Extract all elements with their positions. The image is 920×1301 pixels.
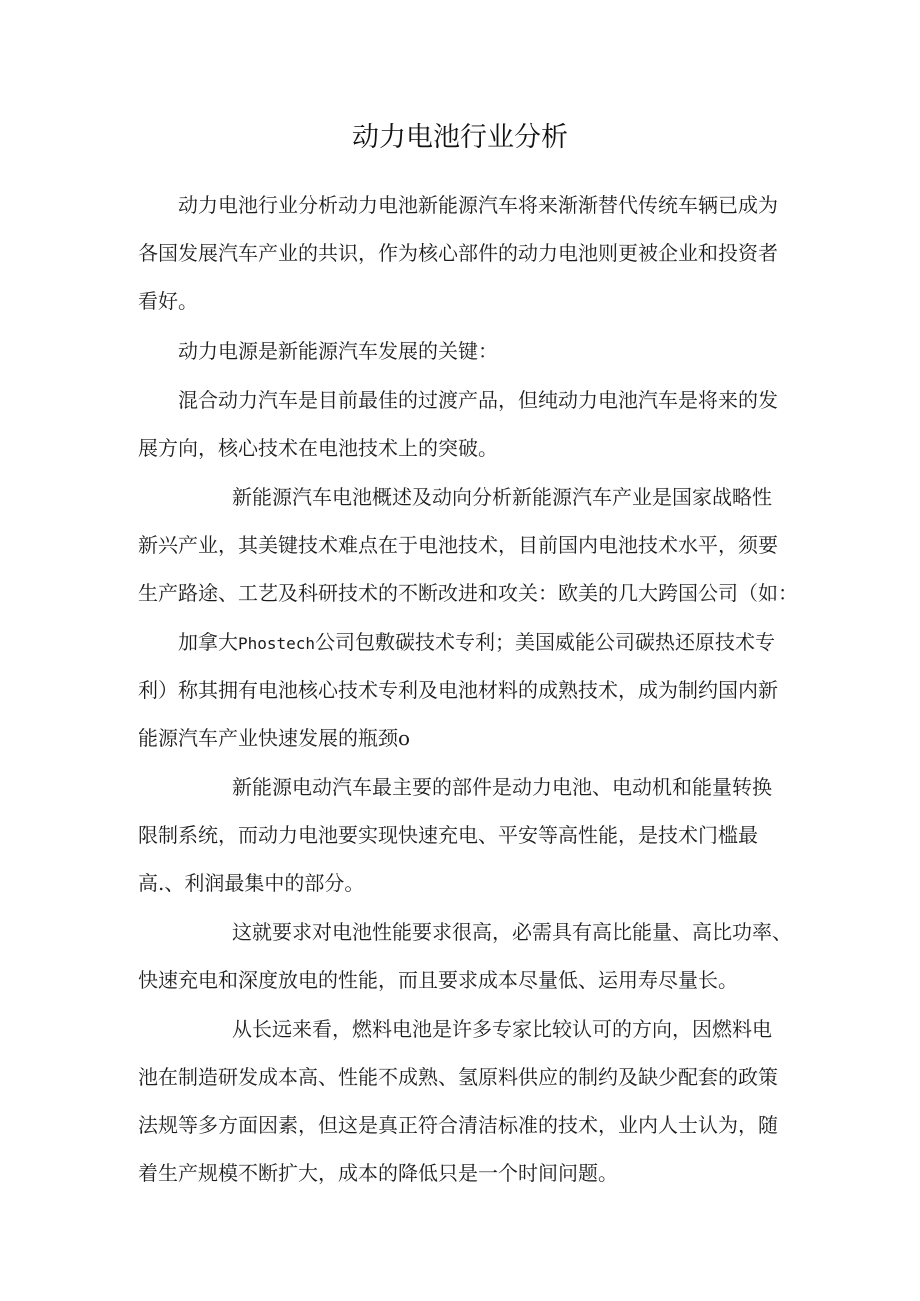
paragraph-8-line-4: 着生产规模不断扩大，成本的降低只是一个时间问题。: [138, 1161, 618, 1185]
paragraph-6-line-1: 新能源电动汽车最主要的部件是动力电池、电动机和能量转换: [232, 775, 772, 799]
paragraph-1-line-1: 动力电池行业分析动力电池新能源汽车将来渐渐替代传统车辆已成为: [178, 193, 778, 217]
paragraph-2-line-1: 动力电源是新能源汽车发展的关键：: [178, 339, 498, 363]
paragraph-5-line-2: 利）称其拥有电池核心技术专利及电池材料的成熟技术，成为制约国内新: [138, 678, 778, 702]
paragraph-1-line-3: 看好。: [138, 289, 198, 313]
paragraph-7-line-2: 快速充电和深度放电的性能，而且要求成本尽量低、运用寿尽量长。: [138, 968, 738, 992]
document-title: 动力电池行业分析: [352, 122, 568, 153]
paragraph-4-line-3: 生产路途、工艺及科研技术的不断改进和攻关：欧美的几大跨国公司（如：: [138, 581, 798, 605]
paragraph-1-line-2: 各国发展汽车产业的共识，作为核心部件的动力电池则更被企业和投资者: [138, 241, 778, 265]
paragraph-7-line-1: 这就要求对电池性能要求很高，必需具有高比能量、高比功率、: [232, 920, 792, 944]
paragraph-3-line-1: 混合动力汽车是目前最佳的过渡产品，但纯动力电池汽车是将来的发: [178, 388, 778, 412]
paragraph-4-line-2: 新兴产业，其美键技术难点在于电池技术，目前国内电池技术水平，须要: [138, 533, 778, 557]
paragraph-3-line-2: 展方向，核心技术在电池技术上的突破。: [138, 436, 498, 460]
paragraph-5-line-1: [178, 627, 775, 659]
paragraph-5-suffix: 公司包敷碳技术专利；美国威能公司碳热还原技术专: [315, 630, 776, 654]
paragraph-5-prefix: 加拿大: [178, 630, 238, 654]
paragraph-8-line-2: 池在制造研发成本高、性能不成熟、氢原料供应的制约及缺少配套的政策: [138, 1065, 778, 1089]
paragraph-8-line-3: 法规等多方面因素，但这是真正符合清洁标准的技术，业内人士认为，随: [138, 1113, 778, 1137]
paragraph-5-latin-name: Phostech: [238, 634, 316, 653]
paragraph-6-line-3: 高.、利润最集中的部分。: [138, 871, 365, 895]
paragraph-6-line-2: 限制系统，而动力电池要实现快速充电、平安等高性能，是技术门槛最: [138, 823, 758, 847]
paragraph-5-line-3: 能源汽车产业快速发展的瓶颈o: [138, 726, 411, 750]
paragraph-8-line-1: 从长远来看，燃料电池是许多专家比较认可的方向，因燃料电: [232, 1017, 772, 1041]
paragraph-4-line-1: 新能源汽车电池概述及动向分析新能源汽车产业是国家战略性: [232, 485, 772, 509]
